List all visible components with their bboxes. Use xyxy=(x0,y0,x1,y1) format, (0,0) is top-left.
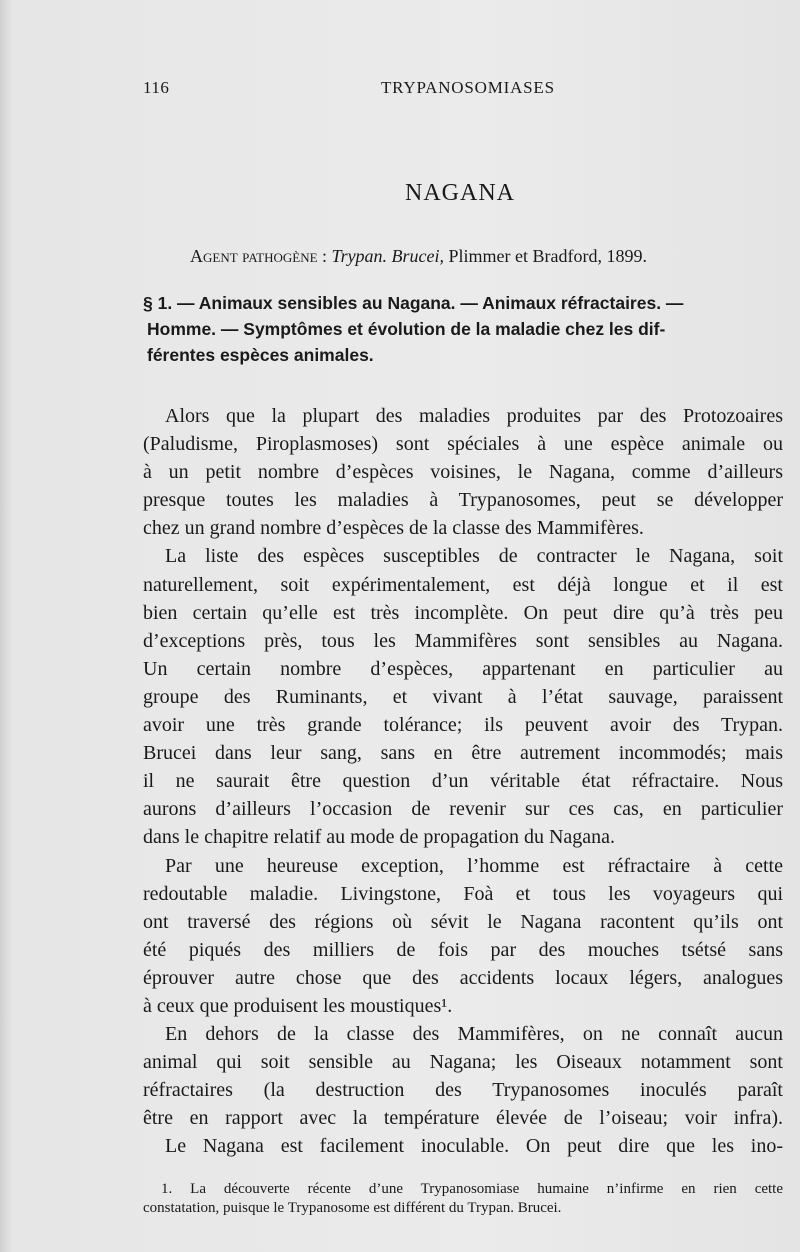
section-heading xyxy=(143,290,783,368)
chapter-title: NAGANA xyxy=(405,180,515,206)
body-line: bien certain qu’elle est très incomplète. On peut dire qu’à très peu xyxy=(143,601,783,624)
body-line: presque toutes les maladies à Trypanosomes, peut se développer xyxy=(143,489,783,512)
footnote-line: constatation, puisque le Trypanosome est différent du Trypan. Brucei. xyxy=(143,1200,562,1216)
body-line: il ne saurait être question d’un véritable état réfractaire. Nous xyxy=(143,770,783,793)
body-line: Brucei dans leur sang, sans en être autrement incommodés; mais xyxy=(143,742,783,765)
body-line: à un petit nombre d’espèces voisines, le Nagana, comme d’ailleurs xyxy=(143,461,783,484)
body-line: avoir une très grande tolérance; ils peuvent avoir des Trypan. xyxy=(143,714,783,737)
body-line: animal qui soit sensible au Nagana; les Oiseaux notamment sont xyxy=(143,1051,783,1074)
pathogenic-agent-line xyxy=(190,246,790,267)
running-title: TRYPANOSOMIASES xyxy=(381,78,555,97)
page-number: 116 xyxy=(143,78,170,97)
running-header xyxy=(143,78,778,102)
body-text xyxy=(143,402,783,1161)
body-line: groupe des Ruminants, et vivant à l’état sauvage, paraissent xyxy=(143,685,783,708)
body-line: être en rapport avec la température élevée de l’oiseau; voir infra). xyxy=(143,1107,783,1130)
body-line: redoutable maladie. Livingstone, Foà et tous les voyageurs qui xyxy=(143,882,783,905)
body-line: éprouver autre chose que des accidents locaux légers, analogues xyxy=(143,966,783,989)
footnote-line: 1. La découverte récente d’une Trypanosomiase humaine n’infirme en rien cette xyxy=(161,1181,783,1197)
body-line: chez un grand nombre d’espèces de la classe des Mammifères. xyxy=(143,517,644,540)
body-line: réfractaires (la destruction des Trypanosomes inoculés paraît xyxy=(143,1079,783,1102)
agent-label: Agent pathogène xyxy=(190,246,318,266)
body-line: ont traversé des régions où sévit le Nagana racontent qu’ils ont xyxy=(143,910,783,933)
body-line: été piqués des milliers de fois par des mouches tsétsé sans xyxy=(143,938,783,961)
body-line: En dehors de la classe des Mammifères, on ne connaît aucun xyxy=(165,1023,783,1046)
body-line: d’exceptions près, tous les Mammifères sont sensibles au Nagana. xyxy=(143,629,783,652)
body-line: Par une heureuse exception, l’homme est réfractaire à cette xyxy=(165,854,783,877)
body-line: La liste des espèces susceptibles de contracter le Nagana, soit xyxy=(165,545,783,568)
body-line: Un certain nombre d’espèces, appartenant en particulier au xyxy=(143,657,783,680)
section-heading-line: Homme. — Symptômes et évolution de la maladie chez les dif- xyxy=(147,319,666,339)
body-line: Le Nagana est facilement inoculable. On peut dire que les ino- xyxy=(165,1135,783,1158)
body-line: naturellement, soit expérimentalement, est déjà longue et il est xyxy=(143,573,783,596)
body-line: (Paludisme, Piroplasmoses) sont spéciales à une espèce animale ou xyxy=(143,433,783,456)
body-line: dans le chapitre relatif au mode de propagation du Nagana. xyxy=(143,826,616,849)
agent-species: Trypan. Brucei, xyxy=(331,246,445,266)
agent-separator: : xyxy=(317,246,332,266)
body-line: Alors que la plupart des maladies produites par des Protozoaires xyxy=(165,405,783,427)
body-line: à ceux que produisent les moustiques¹. xyxy=(143,994,453,1017)
section-heading-line: férentes espèces animales. xyxy=(147,345,374,365)
body-line: aurons d’ailleurs l’occasion de revenir sur ces cas, en particulier xyxy=(143,798,783,821)
section-heading-line: § 1. — Animaux sensibles au Nagana. — Animaux réfractaires. — xyxy=(143,293,684,313)
footnote xyxy=(143,1180,783,1218)
agent-authors: Plimmer et Bradford, 1899. xyxy=(444,246,648,266)
